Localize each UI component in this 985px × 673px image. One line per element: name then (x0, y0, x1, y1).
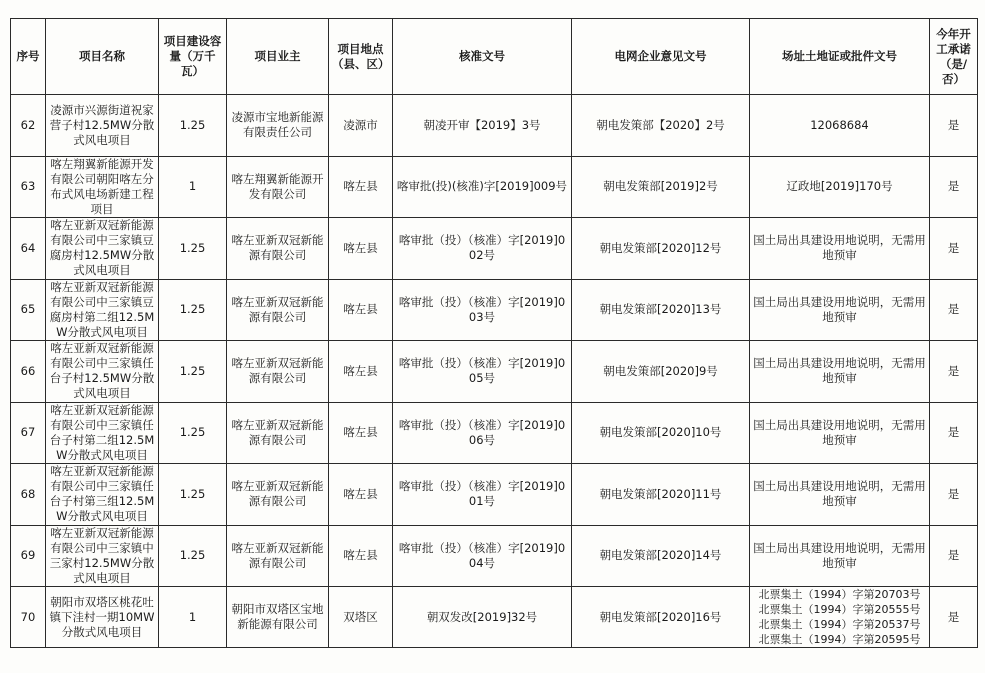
cell-capacity: 1.25 (159, 341, 227, 403)
table-row (11, 587, 978, 648)
cell-approval-number: 喀审批（投）（核准）字[2019]006号 (393, 402, 572, 464)
cell-capacity: 1.25 (159, 464, 227, 526)
cell-grid-opinion-number: 朝电发策部[2020]14号 (572, 525, 750, 587)
cell-owner: 喀左亚新双冠新能源有限公司 (227, 341, 329, 403)
cell-index: 62 (11, 95, 46, 157)
cell-land-certificate: 国土局出具建设用地说明，无需用地预审 (750, 218, 930, 280)
cell-project-name: 朝阳市双塔区桃花吐镇下洼村一期10MW分散式风电项目 (46, 587, 159, 648)
cell-approval-number: 朝凌开审【2019】3号 (393, 95, 572, 157)
table-row (11, 525, 978, 587)
cell-approval-number: 喀审批（投）（核准）字[2019]002号 (393, 218, 572, 280)
header-row (11, 19, 978, 95)
header-project-name: 项目名称 (46, 19, 159, 95)
cell-owner: 喀左亚新双冠新能源有限公司 (227, 279, 329, 341)
cell-grid-opinion-number: 朝电发策部[2020]13号 (572, 279, 750, 341)
cell-index: 67 (11, 402, 46, 464)
cell-index: 63 (11, 156, 46, 218)
table-row (11, 95, 978, 157)
cell-approval-number: 喀审批（投）（核准）字[2019]005号 (393, 341, 572, 403)
land-certificate-line: 北票集土（1994）字第20595号 (758, 633, 921, 646)
table-row (11, 464, 978, 526)
cell-location: 凌源市 (329, 95, 393, 157)
project-table (10, 18, 978, 648)
table-row (11, 218, 978, 280)
cell-project-name: 喀左亚新双冠新能源有限公司中三家镇中三家村12.5MW分散式风电项目 (46, 525, 159, 587)
cell-capacity: 1.25 (159, 402, 227, 464)
cell-start-commitment: 是 (930, 587, 978, 648)
cell-location: 喀左县 (329, 402, 393, 464)
cell-owner: 喀左亚新双冠新能源有限公司 (227, 525, 329, 587)
table-row (11, 402, 978, 464)
land-certificate-line: 北票集土（1994）字第20537号 (758, 618, 921, 631)
cell-capacity: 1.25 (159, 525, 227, 587)
cell-project-name: 凌源市兴源街道祝家营子村12.5MW分散式风电项目 (46, 95, 159, 157)
cell-land-certificate: 12068684 (750, 95, 930, 157)
cell-grid-opinion-number: 朝电发策部[2020]12号 (572, 218, 750, 280)
header-grid-opinion-number: 电网企业意见文号 (572, 19, 750, 95)
cell-owner: 凌源市宝地新能源有限责任公司 (227, 95, 329, 157)
cell-owner: 朝阳市双塔区宝地新能源有限公司 (227, 587, 329, 648)
cell-project-name: 喀左亚新双冠新能源有限公司中三家镇任台子村第三组12.5MW分散式风电项目 (46, 464, 159, 526)
cell-grid-opinion-number: 朝电发策部【2020】2号 (572, 95, 750, 157)
cell-grid-opinion-number: 朝电发策部[2020]16号 (572, 587, 750, 648)
header-index: 序号 (11, 19, 46, 95)
header-start-commitment: 今年开工承诺（是/否） (930, 19, 978, 95)
cell-start-commitment: 是 (930, 341, 978, 403)
header-capacity: 项目建设容量（万千瓦） (159, 19, 227, 95)
cell-land-certificate: 国土局出具建设用地说明，无需用地预审 (750, 402, 930, 464)
cell-index: 65 (11, 279, 46, 341)
cell-capacity: 1.25 (159, 279, 227, 341)
table-row (11, 341, 978, 403)
cell-grid-opinion-number: 朝电发策部[2019]2号 (572, 156, 750, 218)
cell-start-commitment: 是 (930, 156, 978, 218)
table-row (11, 279, 978, 341)
cell-project-name: 喀左亚新双冠新能源有限公司中三家镇豆腐房村第二组12.5MW分散式风电项目 (46, 279, 159, 341)
cell-land-certificate (750, 587, 930, 648)
cell-location: 喀左县 (329, 279, 393, 341)
header-location: 项目地点（县、区） (329, 19, 393, 95)
land-certificate-line: 北票集土（1994）字第20703号 (758, 588, 921, 601)
cell-land-certificate: 国土局出具建设用地说明，无需用地预审 (750, 464, 930, 526)
cell-land-certificate: 国土局出具建设用地说明，无需用地预审 (750, 279, 930, 341)
cell-land-certificate: 国土局出具建设用地说明，无需用地预审 (750, 525, 930, 587)
cell-start-commitment: 是 (930, 525, 978, 587)
cell-land-certificate: 辽政地[2019]170号 (750, 156, 930, 218)
cell-start-commitment: 是 (930, 95, 978, 157)
cell-start-commitment: 是 (930, 218, 978, 280)
cell-owner: 喀左亚新双冠新能源有限公司 (227, 218, 329, 280)
cell-project-name: 喀左亚新双冠新能源有限公司中三家镇豆腐房村12.5MW分散式风电项目 (46, 218, 159, 280)
cell-grid-opinion-number: 朝电发策部[2020]9号 (572, 341, 750, 403)
cell-project-name: 喀左亚新双冠新能源有限公司中三家镇任台子村第二组12.5MW分散式风电项目 (46, 402, 159, 464)
cell-index: 69 (11, 525, 46, 587)
cell-land-certificate: 国土局出具建设用地说明，无需用地预审 (750, 341, 930, 403)
cell-location: 喀左县 (329, 156, 393, 218)
header-approval-number: 核准文号 (393, 19, 572, 95)
cell-capacity: 1.25 (159, 218, 227, 280)
header-land-certificate: 场址土地证或批件文号 (750, 19, 930, 95)
cell-approval-number: 喀审批（投）（核准）字[2019]001号 (393, 464, 572, 526)
cell-owner: 喀左翔翼新能源开发有限公司 (227, 156, 329, 218)
cell-index: 66 (11, 341, 46, 403)
table-row (11, 156, 978, 218)
cell-location: 喀左县 (329, 464, 393, 526)
cell-grid-opinion-number: 朝电发策部[2020]10号 (572, 402, 750, 464)
cell-location: 喀左县 (329, 218, 393, 280)
cell-approval-number: 朝双发改[2019]32号 (393, 587, 572, 648)
cell-owner: 喀左亚新双冠新能源有限公司 (227, 464, 329, 526)
cell-grid-opinion-number: 朝电发策部[2020]11号 (572, 464, 750, 526)
cell-location: 喀左县 (329, 525, 393, 587)
cell-start-commitment: 是 (930, 402, 978, 464)
cell-start-commitment: 是 (930, 464, 978, 526)
cell-project-name: 喀左翔翼新能源开发有限公司朝阳喀左分布式风电场新建工程项目 (46, 156, 159, 218)
cell-approval-number: 喀审批（投）（核准）字[2019]004号 (393, 525, 572, 587)
land-certificate-line: 北票集土（1994）字第20555号 (758, 603, 921, 616)
cell-owner: 喀左亚新双冠新能源有限公司 (227, 402, 329, 464)
header-owner: 项目业主 (227, 19, 329, 95)
cell-capacity: 1.25 (159, 95, 227, 157)
cell-project-name: 喀左亚新双冠新能源有限公司中三家镇任台子村12.5MW分散式风电项目 (46, 341, 159, 403)
cell-start-commitment: 是 (930, 279, 978, 341)
cell-capacity: 1 (159, 587, 227, 648)
cell-index: 68 (11, 464, 46, 526)
cell-index: 70 (11, 587, 46, 648)
cell-location: 喀左县 (329, 341, 393, 403)
cell-index: 64 (11, 218, 46, 280)
cell-approval-number: 喀审批(投)(核准)字[2019]009号 (393, 156, 572, 218)
cell-location: 双塔区 (329, 587, 393, 648)
cell-capacity: 1 (159, 156, 227, 218)
cell-approval-number: 喀审批（投）（核准）字[2019]003号 (393, 279, 572, 341)
